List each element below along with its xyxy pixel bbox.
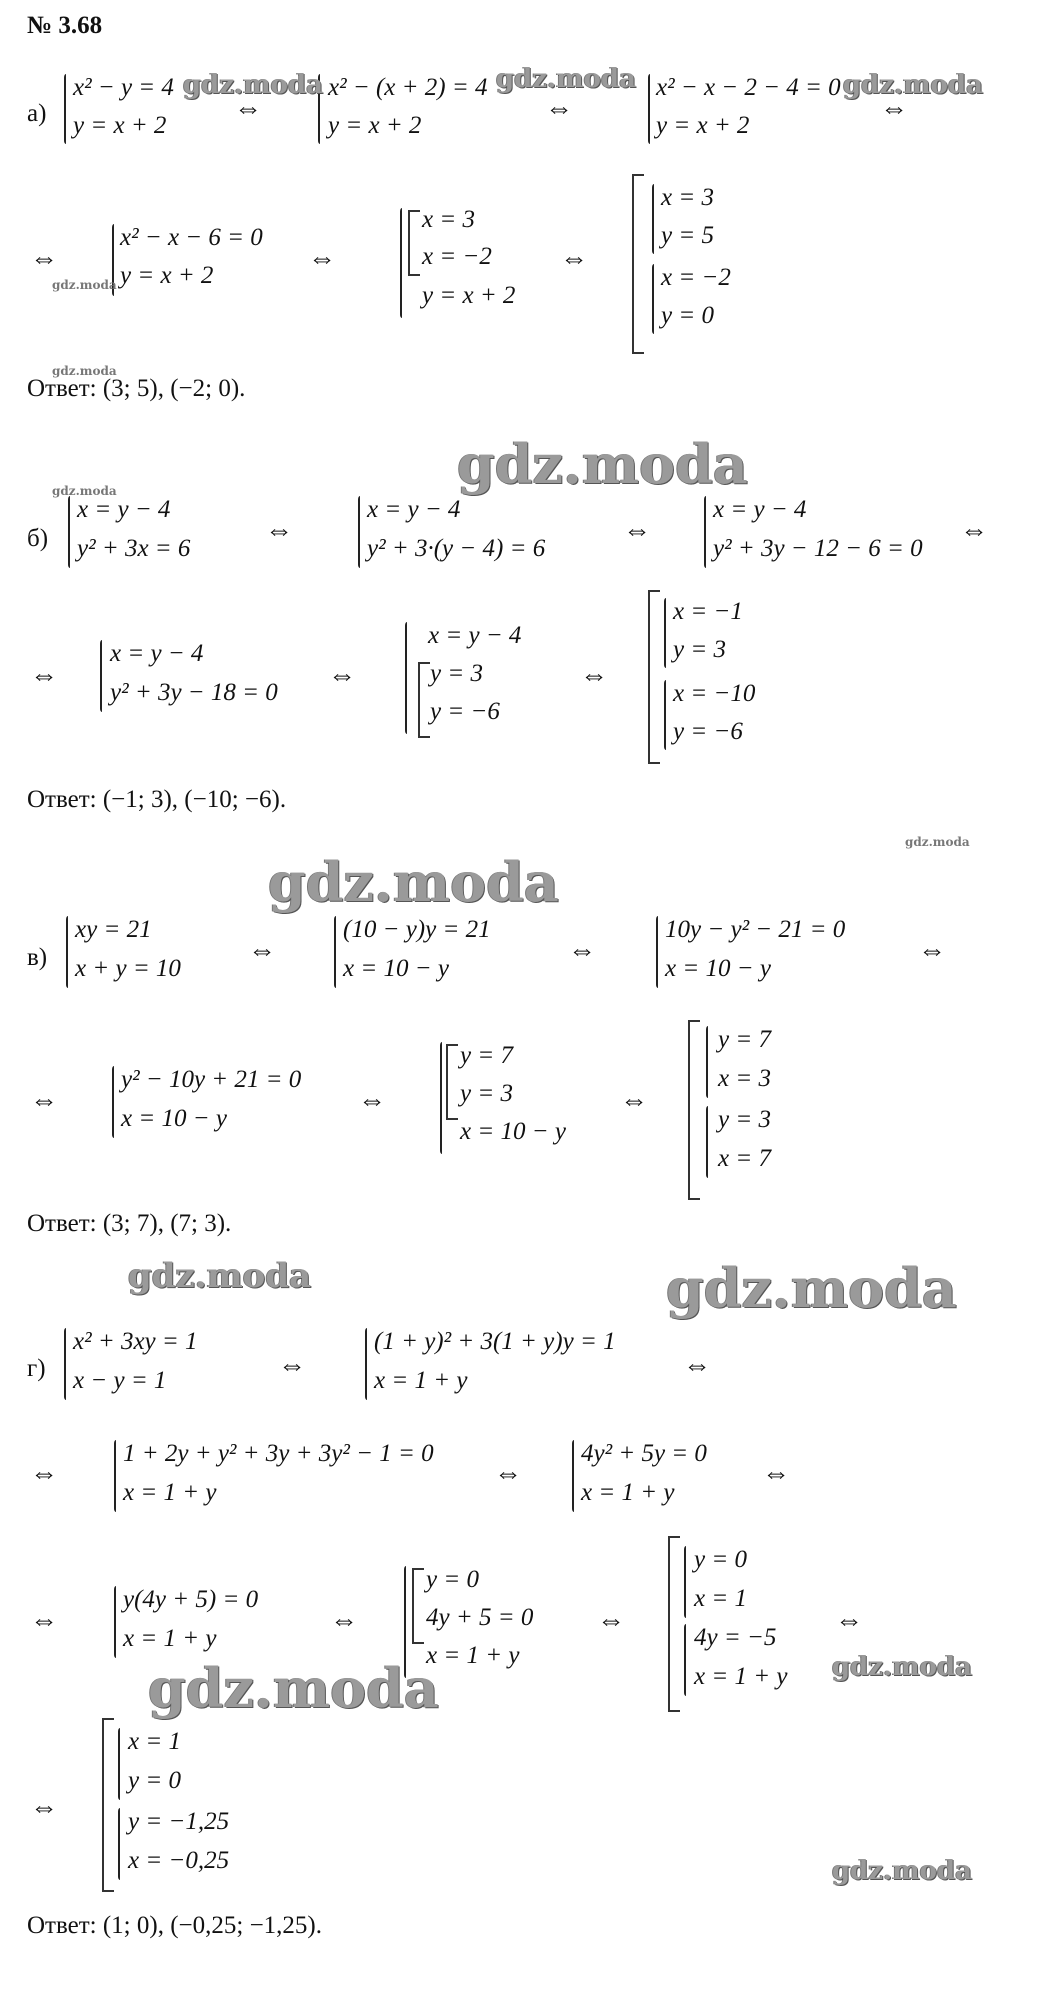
eq: x = −0,25 xyxy=(128,1847,230,1874)
equivalence-arrow: ⇔ xyxy=(960,515,988,546)
eq: y = 0 xyxy=(661,302,714,329)
watermark: gdz.moda xyxy=(832,1856,973,1886)
eq: y = 3 xyxy=(460,1080,513,1107)
eq: x = 1 + y xyxy=(581,1479,675,1506)
eq: x = 1 + y xyxy=(374,1367,468,1394)
eq: x = 10 − y xyxy=(343,955,449,982)
bracket xyxy=(668,1536,680,1712)
eq: x = 10 − y xyxy=(460,1118,566,1145)
part-b-label: б) xyxy=(27,525,49,552)
eq: y = 3 xyxy=(673,636,726,663)
eq: x² − x − 2 − 4 = 0 xyxy=(656,74,841,101)
equivalence-arrow: ⇔ xyxy=(620,1085,648,1116)
equivalence-arrow: ⇔ xyxy=(597,1605,625,1636)
eq: x = −2 xyxy=(422,243,492,270)
brace xyxy=(440,1042,442,1154)
watermark: gdz.moda xyxy=(905,835,970,849)
eq: y² − 10y + 21 = 0 xyxy=(121,1066,302,1093)
eq: y = 5 xyxy=(661,222,714,249)
brace xyxy=(648,74,650,144)
equivalence-arrow: ⇔ xyxy=(30,1792,58,1823)
eq: y² + 3·(y − 4) = 6 xyxy=(367,535,546,562)
equivalence-arrow: ⇔ xyxy=(278,1350,306,1381)
brace xyxy=(664,598,666,668)
eq: y = x + 2 xyxy=(73,112,167,139)
brace xyxy=(684,1546,686,1618)
eq: x = 10 − y xyxy=(121,1105,227,1132)
equivalence-arrow: ⇔ xyxy=(328,660,356,691)
bracket xyxy=(102,1718,114,1892)
watermark: gdz.moda xyxy=(52,364,117,378)
eq: x = −10 xyxy=(673,680,756,707)
eq: 1 + 2y + y² + 3y + 3y² − 1 = 0 xyxy=(123,1440,434,1467)
brace xyxy=(704,496,706,568)
equivalence-arrow: ⇔ xyxy=(835,1605,863,1636)
eq: y = 3 xyxy=(430,660,483,687)
equivalence-arrow: ⇔ xyxy=(358,1085,386,1116)
eq: y(4y + 5) = 0 xyxy=(123,1586,259,1613)
equivalence-arrow: ⇔ xyxy=(308,243,336,274)
answer-a: Ответ: (3; 5), (−2; 0). xyxy=(27,375,246,402)
brace xyxy=(114,1586,116,1658)
eq: y = x + 2 xyxy=(120,262,214,289)
eq: y = −1,25 xyxy=(128,1808,230,1835)
watermark: gdz.moda xyxy=(183,70,324,100)
brace xyxy=(114,1440,116,1512)
eq: x + y = 10 xyxy=(75,955,181,982)
equivalence-arrow: ⇔ xyxy=(918,935,946,966)
eq: x = −1 xyxy=(673,598,743,625)
equivalence-arrow: ⇔ xyxy=(762,1458,790,1489)
brace xyxy=(684,1624,686,1696)
watermark: gdz.moda xyxy=(52,484,117,498)
bracket xyxy=(418,662,430,738)
eq: (10 − y)y = 21 xyxy=(343,916,491,943)
brace xyxy=(334,916,336,988)
eq: y = 0 xyxy=(128,1767,181,1794)
brace xyxy=(652,264,654,334)
equivalence-arrow: ⇔ xyxy=(330,1605,358,1636)
eq: (1 + y)² + 3(1 + y)y = 1 xyxy=(374,1328,616,1355)
eq: x² + 3xy = 1 xyxy=(73,1328,198,1355)
brace xyxy=(656,916,658,988)
eq: x = 3 xyxy=(661,184,714,211)
bracket xyxy=(408,210,420,276)
eq: x² − x − 6 = 0 xyxy=(120,224,263,251)
watermark: gdz.moda xyxy=(148,1656,439,1720)
equivalence-arrow: ⇔ xyxy=(568,935,596,966)
brace xyxy=(572,1440,574,1512)
bracket xyxy=(648,590,660,764)
eq: y = 3 xyxy=(718,1106,771,1133)
brace xyxy=(68,496,70,568)
eq: x = 1 + y xyxy=(123,1479,217,1506)
equivalence-arrow: ⇔ xyxy=(248,935,276,966)
answer-b: Ответ: (−1; 3), (−10; −6). xyxy=(27,786,287,813)
brace xyxy=(118,1808,120,1880)
eq: x = y − 4 xyxy=(428,622,522,649)
page-title: № 3.68 xyxy=(27,12,103,39)
equivalence-arrow: ⇔ xyxy=(30,1085,58,1116)
brace xyxy=(706,1106,708,1178)
eq: y² + 3y − 18 = 0 xyxy=(110,679,278,706)
eq: x² − y = 4 xyxy=(73,74,174,101)
equivalence-arrow: ⇔ xyxy=(545,93,573,124)
part-g-label: г) xyxy=(27,1355,46,1382)
eq: 4y = −5 xyxy=(694,1624,777,1651)
eq: y = 7 xyxy=(718,1026,771,1053)
brace xyxy=(405,622,407,734)
eq: x = 1 xyxy=(694,1585,747,1612)
brace xyxy=(64,74,66,144)
eq: x = y − 4 xyxy=(77,496,171,523)
brace xyxy=(66,916,68,988)
eq: xy = 21 xyxy=(75,916,152,943)
equivalence-arrow: ⇔ xyxy=(30,243,58,274)
equivalence-arrow: ⇔ xyxy=(623,515,651,546)
eq: x − y = 1 xyxy=(73,1367,167,1394)
eq: x = 10 − y xyxy=(665,955,771,982)
eq: y = −6 xyxy=(430,698,500,725)
watermark: gdz.moda xyxy=(666,1256,957,1320)
eq: x = y − 4 xyxy=(110,640,204,667)
bracket xyxy=(632,174,644,354)
brace xyxy=(100,640,102,712)
watermark: gdz.moda xyxy=(457,432,748,496)
eq: 4y² + 5y = 0 xyxy=(581,1440,707,1467)
eq: x = 1 + y xyxy=(123,1625,217,1652)
equivalence-arrow: ⇔ xyxy=(265,515,293,546)
equivalence-arrow: ⇔ xyxy=(30,660,58,691)
eq: y² + 3y − 12 − 6 = 0 xyxy=(713,535,923,562)
equivalence-arrow: ⇔ xyxy=(683,1350,711,1381)
eq: 10y − y² − 21 = 0 xyxy=(665,916,846,943)
eq: y = x + 2 xyxy=(422,282,516,309)
eq: y² + 3x = 6 xyxy=(77,535,191,562)
answer-g: Ответ: (1; 0), (−0,25; −1,25). xyxy=(27,1912,322,1939)
eq: 4y + 5 = 0 xyxy=(426,1604,534,1631)
eq: y = x + 2 xyxy=(328,112,422,139)
brace xyxy=(706,1026,708,1098)
watermark: gdz.moda xyxy=(268,850,559,914)
eq: y = 7 xyxy=(460,1042,513,1069)
eq: x = y − 4 xyxy=(367,496,461,523)
brace xyxy=(400,208,402,318)
eq: x = 3 xyxy=(718,1065,771,1092)
equivalence-arrow: ⇔ xyxy=(30,1458,58,1489)
equivalence-arrow: ⇔ xyxy=(880,93,908,124)
bracket xyxy=(688,1020,700,1200)
eq: x = 1 + y xyxy=(426,1642,520,1669)
equivalence-arrow: ⇔ xyxy=(30,1605,58,1636)
bracket xyxy=(412,1568,424,1644)
eq: x = −2 xyxy=(661,264,731,291)
eq: y = 0 xyxy=(694,1546,747,1573)
brace xyxy=(358,496,360,568)
watermark: gdz.moda xyxy=(496,64,637,94)
brace xyxy=(652,184,654,254)
eq: x = 1 xyxy=(128,1728,181,1755)
eq: x = 7 xyxy=(718,1145,771,1172)
watermark: gdz.moda xyxy=(832,1652,973,1682)
equivalence-arrow: ⇔ xyxy=(580,660,608,691)
eq: y = −6 xyxy=(673,718,743,745)
eq: y = x + 2 xyxy=(656,112,750,139)
eq: x = 1 + y xyxy=(694,1663,788,1690)
watermark: gdz.moda xyxy=(52,278,117,292)
brace xyxy=(112,1066,114,1138)
brace xyxy=(365,1328,367,1400)
equivalence-arrow: ⇔ xyxy=(560,243,588,274)
answer-v: Ответ: (3; 7), (7; 3). xyxy=(27,1210,232,1237)
brace xyxy=(664,680,666,750)
watermark: gdz.moda xyxy=(128,1256,312,1296)
equivalence-arrow: ⇔ xyxy=(234,93,262,124)
bracket xyxy=(446,1044,458,1120)
part-v-label: в) xyxy=(27,944,48,971)
eq: x² − (x + 2) = 4 xyxy=(328,74,488,101)
eq: y = 0 xyxy=(426,1566,479,1593)
equivalence-arrow: ⇔ xyxy=(494,1458,522,1489)
watermark: gdz.moda xyxy=(843,70,984,100)
eq: x = y − 4 xyxy=(713,496,807,523)
eq: x = 3 xyxy=(422,206,475,233)
part-a-label: а) xyxy=(27,100,47,127)
brace xyxy=(118,1728,120,1800)
brace xyxy=(64,1328,66,1400)
